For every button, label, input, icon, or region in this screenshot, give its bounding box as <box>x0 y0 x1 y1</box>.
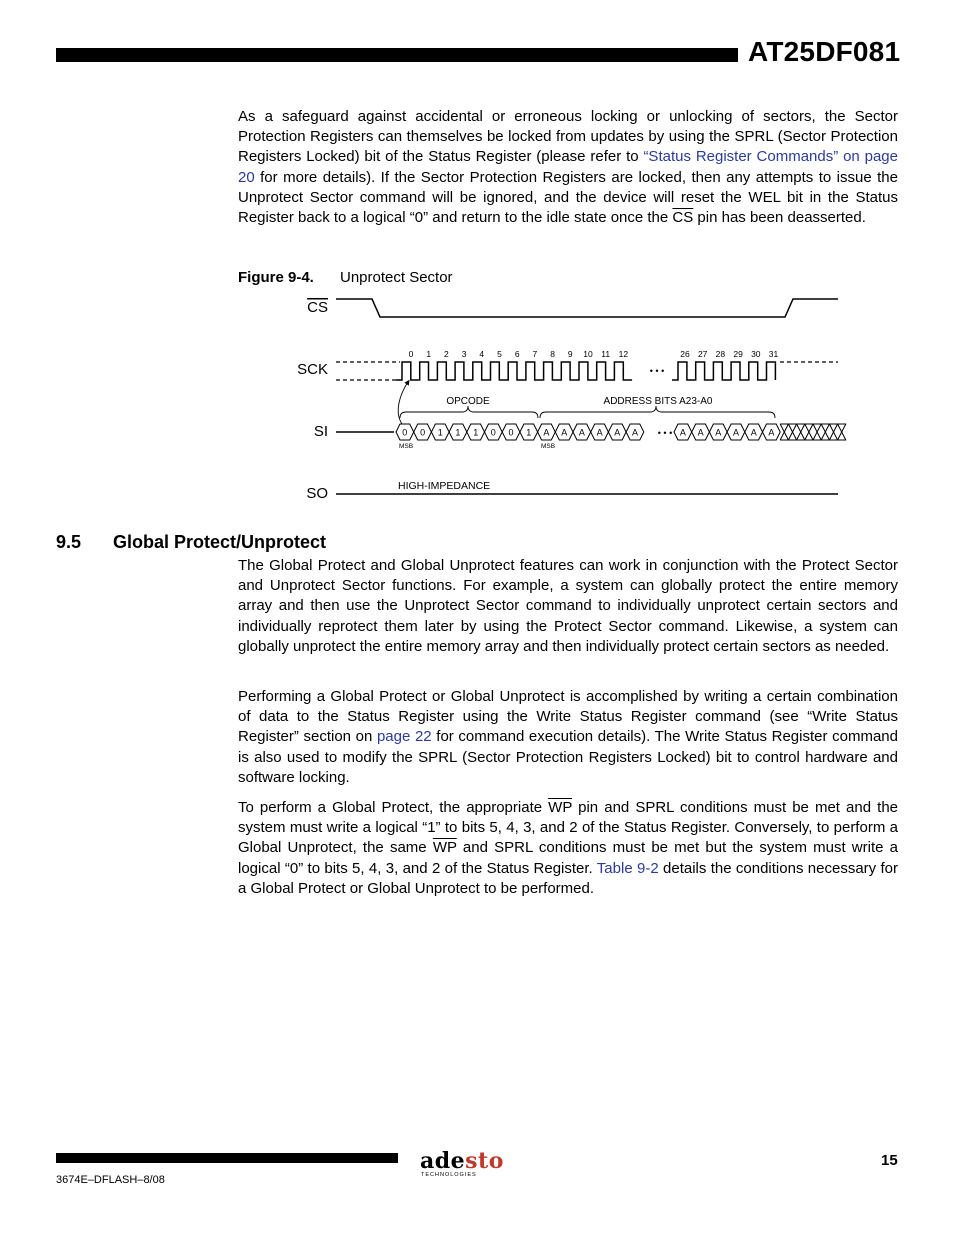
header-bar <box>56 48 738 62</box>
dont-care-cross <box>821 424 829 440</box>
para4-text-4: details the conditions necessary for a Global Protect or Global Unprotect to be performed. <box>238 859 898 897</box>
clock-number: 7 <box>532 349 538 359</box>
paragraph-global-intro: The Global Protect and Global Unprotect features can work in conjunction with the Protect Sector and Unprotect Sector functions. For example, a system can globally protect the entire memory array and then use the Unprotect Sector command to individually unprotect certain sectors and individually reprotect them later by using the Protect Sector command. Likewise, a system can globally unprotect the entire memory array and then individually protect certain sectors as needed. <box>238 557 898 655</box>
figure-label: Figure 9-4. <box>238 269 314 286</box>
para4-text-1: To perform a Global Protect, the appropriate <box>238 799 549 816</box>
si-bit-value: A <box>750 427 757 438</box>
document-code: 3674E–DFLASH–8/08 <box>56 1174 165 1186</box>
table-9-2-link[interactable]: Table 9-2 <box>596 859 659 877</box>
clock-number: 3 <box>461 349 467 359</box>
clock-number: 6 <box>514 349 520 359</box>
dont-care-cross <box>838 424 846 440</box>
section-number: 9.5 <box>56 532 82 552</box>
si-bit-value: A <box>614 427 621 438</box>
si-ellipsis: • • • <box>657 428 673 438</box>
para1-text-2: for more details). If the Sector Protection Registers are locked, then any attempts to issue the Unprotect Sector command will be ignored, and the device will reset the WEL bit in the Status Register back to a logical “0” and return to the idle state once the <box>238 168 898 227</box>
wp-signal-name-1: $\overline{WP}$ <box>548 799 573 816</box>
si-bit-value: 0 <box>490 427 496 438</box>
dont-care-cross <box>805 424 813 440</box>
document-title: AT25DF081 <box>748 36 901 67</box>
sck-waveform-part-1 <box>396 362 632 380</box>
page-22-link[interactable]: page 22 <box>376 728 432 746</box>
si-bit-value: 1 <box>437 427 443 438</box>
clock-number: 29 <box>733 349 743 359</box>
si-bit-value: 1 <box>526 427 532 438</box>
si-bit-value: 0 <box>402 427 408 438</box>
opcode-msb-label: MSB <box>398 443 414 450</box>
si-bit-value: A <box>631 427 639 438</box>
cs-label: CS <box>307 299 328 316</box>
paragraph-sector-lock <box>238 107 898 228</box>
figure-caption: Unprotect Sector <box>340 269 453 286</box>
logo-text-part-1: ade <box>420 1148 466 1174</box>
adesto-logo <box>420 1148 504 1174</box>
dont-care-cross <box>813 424 821 440</box>
footer-bar <box>56 1153 398 1163</box>
si-label: SI <box>313 423 328 440</box>
para4-text-3: and SPRL conditions must be met but the system must write a logical “0” to bits 5, 4, 3, and 2 of the Status Register. <box>238 839 898 877</box>
paragraph-global-conditions <box>238 798 898 899</box>
si-bit-value: A <box>543 427 550 438</box>
timing-diagram <box>290 290 850 510</box>
si-bit-value: A <box>697 427 704 438</box>
clock-number: 0 <box>408 349 414 359</box>
si-bit-value: A <box>578 427 585 438</box>
si-bit-value: A <box>596 427 603 438</box>
clock-number: 2 <box>444 349 449 359</box>
logo-subtitle: TECHNOLOGIES <box>421 1172 477 1178</box>
address-msb-label: MSB <box>540 443 556 450</box>
si-bit-value: A <box>768 427 775 438</box>
para4-text-2: pin and SPRL conditions must be met and the system must write a logical “1” to bits 5, 4, 3, and 2 of the Status Register. Conversely, to perform a Global Unprotect, the same <box>238 799 898 857</box>
cs-waveform <box>336 299 838 317</box>
clock-number: 31 <box>768 349 779 359</box>
si-bit-value: A <box>732 427 740 438</box>
clock-number: 4 <box>479 349 485 359</box>
clock-number: 27 <box>697 349 708 359</box>
clock-number: 28 <box>715 349 726 359</box>
page-number: 15 <box>881 1152 898 1169</box>
sck-ellipsis: • • • <box>649 366 665 376</box>
paragraph-global-method <box>238 687 898 788</box>
high-impedance-label: HIGH-IMPEDANCE <box>398 480 491 492</box>
clock-number: 5 <box>497 349 502 359</box>
clock-number: 1 <box>426 349 432 359</box>
clock-number: 30 <box>751 349 761 359</box>
si-bit-value: 0 <box>420 427 426 438</box>
address-bits-label: ADDRESS BITS A23-A0 <box>603 396 713 407</box>
sck-label: SCK <box>297 361 328 378</box>
para3-text-1: Performing a Global Protect or Global Unprotect is accomplished by writing a certain combination of data to the Status Register using the Write Status Register command (see “Write Status Register” section on <box>238 688 898 746</box>
section-title: Global Protect/Unprotect <box>113 532 327 552</box>
clock-number: 10 <box>583 349 593 359</box>
si-bit-value: 1 <box>473 427 479 438</box>
para1-text-1: As a safeguard against accidental or erroneous locking or unlocking of sectors, the Sector Protection Registers can themselves be locked from updates by using the SPRL (Sector Protection Registers Locked) bit of the Status Register (please refer to <box>238 108 898 166</box>
dont-care-region <box>780 424 846 440</box>
status-register-commands-link[interactable]: “Status Register Commands” on page 20 <box>238 148 898 186</box>
para3-text-2: for command execution details). The Write Status Register command is also used to modify the SPRL (Sector Protection Registers Locked) bit to control hardware and software locking. <box>238 728 898 786</box>
sck-waveform-part-2 <box>672 362 775 380</box>
clock-number: 9 <box>567 349 573 359</box>
dont-care-cross <box>780 424 788 440</box>
clock-number: 12 <box>618 349 629 359</box>
clock-number: 8 <box>550 349 555 359</box>
si-bit-value: A <box>561 427 568 438</box>
dont-care-cross <box>829 424 837 440</box>
si-bit-value: 1 <box>455 427 461 438</box>
so-label: SO <box>306 485 328 502</box>
address-brace <box>540 406 775 418</box>
si-bit-value: A <box>679 427 686 438</box>
dont-care-cross <box>788 424 796 440</box>
para1-text-3: pin has been deasserted. <box>693 209 866 227</box>
clock-number: 26 <box>680 349 690 359</box>
dont-care-cross <box>797 424 805 440</box>
opcode-brace <box>400 406 538 418</box>
opcode-label: OPCODE <box>446 396 490 407</box>
si-bit-value: A <box>715 427 722 438</box>
wp-signal-name-2: $\overline{WP}$ <box>432 839 457 857</box>
logo-text-part-2: sto <box>465 1148 504 1174</box>
cs-signal-name: $\overline{CS}$ <box>672 209 694 227</box>
si-bit-value: 0 <box>508 427 514 438</box>
clock-number: 11 <box>601 349 611 359</box>
